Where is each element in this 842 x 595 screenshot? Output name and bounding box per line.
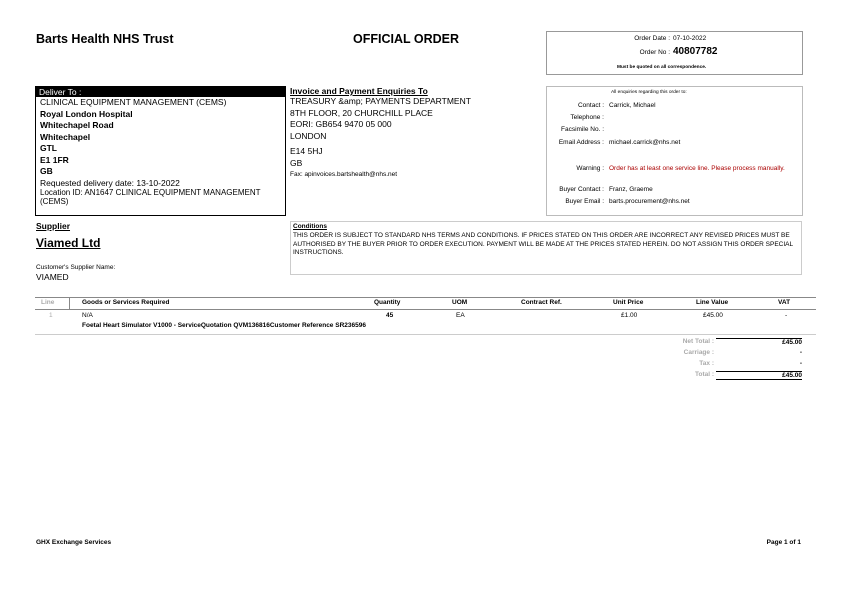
telephone-label: Telephone : — [570, 114, 604, 121]
col-quantity: Quantity — [374, 299, 401, 306]
conditions-box — [290, 221, 802, 275]
requested-delivery-date: Requested delivery date: 13-10-2022 — [40, 177, 180, 188]
carriage-label: Carriage : — [683, 349, 714, 356]
col-uom: UOM — [452, 299, 468, 306]
order-note: Must be quoted on all correspondence. — [617, 65, 707, 70]
invoice-fax: Fax: apinvoices.bartshealth@nhs.net — [290, 171, 398, 178]
deliver-line: CLINICAL EQUIPMENT MANAGEMENT (CEMS) — [40, 97, 227, 107]
contact-label: Contact : — [577, 102, 604, 109]
buyer-contact-label: Buyer Contact : — [559, 186, 604, 193]
tax: - — [799, 360, 802, 367]
footer-left: GHX Exchange Services — [36, 539, 112, 546]
page-number: Page 1 of 1 — [766, 539, 801, 546]
deliver-line: Royal London Hospital — [40, 108, 133, 119]
deliver-line: GB — [40, 166, 53, 176]
deliver-to-label: Deliver To : — [36, 87, 285, 97]
contact-box — [546, 86, 803, 216]
row-code: N/A — [82, 312, 93, 319]
invoice-label: Invoice and Payment Enquiries To — [290, 86, 428, 96]
buyer-contact: Franz, Graeme — [609, 186, 653, 193]
document-title: OFFICIAL ORDER — [353, 32, 460, 46]
row-vat: - — [785, 312, 788, 319]
deliver-line: E1 1FR — [40, 154, 69, 165]
invoice-line: LONDON — [290, 130, 327, 141]
invoice-line: GB — [290, 157, 303, 168]
col-goods: Goods or Services Required — [82, 299, 170, 306]
order-info-box — [546, 31, 803, 75]
buyer-email: barts.procurement@nhs.net — [609, 198, 690, 205]
buyer-email-label: Buyer Email : — [565, 198, 604, 205]
order-lines-table — [35, 297, 816, 335]
contact-email: michael.carrick@nhs.net — [609, 139, 681, 146]
email-label: Email Address : — [558, 139, 604, 146]
deliver-to-box — [35, 86, 286, 216]
conditions-text: THIS ORDER IS SUBJECT TO STANDARD NHS TERMS AND CONDITIONS. IF PRICES STATED ON THIS ORDER ARE INCORRECT ANY REVISED PRICES MUST BE AUTHORISED BY THE BUYER PRIOR TO ORDER EXECUTION. PAYMENT WILL BE MADE AT THE PRICES STATED HEREIN. DO NOT ASSIGN THIS ORDER SPECIAL INSTRUCTIONS. — [293, 232, 793, 256]
row-quantity: 45 — [386, 312, 394, 319]
deliver-line: Whitechapel Road — [40, 120, 114, 130]
supplier-label: Supplier — [36, 221, 71, 231]
customer-supplier-label: Customer's Supplier Name: — [36, 264, 116, 271]
location-id: Location ID: AN1647 CLINICAL EQUIPMENT MANAGEMENT (CEMS) — [40, 188, 261, 206]
col-vat: VAT — [778, 299, 791, 306]
table-header — [35, 297, 816, 310]
customer-supplier-value: VIAMED — [36, 272, 69, 282]
row-unit-price: £1.00 — [621, 312, 638, 319]
col-contract-ref: Contract Ref. — [521, 299, 562, 306]
warning-text: Order has at least one service line. Please process manually. — [609, 165, 785, 172]
net-total-label: Net Total : — [682, 338, 714, 345]
col-line: Line — [41, 299, 55, 306]
invoice-enquiries — [290, 86, 546, 214]
organisation-name: Barts Health NHS Trust — [36, 32, 174, 46]
order-no-label: Order No : — [639, 49, 670, 56]
supplier-name: Viamed Ltd — [36, 236, 101, 250]
total-label: Total : — [694, 371, 714, 378]
invoice-line: EORI: GB654 9470 05 000 — [290, 119, 392, 129]
row-uom: EA — [456, 312, 465, 319]
warning-label: Warning : — [576, 165, 604, 172]
deliver-line: Whitechapel — [40, 131, 91, 142]
order-date-label: Order Date : — [634, 35, 670, 42]
total: £45.00 — [716, 371, 802, 380]
row-description: Foetal Heart Simulator V1000 - ServiceQuotation QVM136816Customer Reference SR236596 — [82, 322, 366, 329]
net-total: £45.00 — [716, 338, 802, 346]
totals — [650, 338, 802, 382]
row-line: 1 — [49, 312, 53, 319]
invoice-line: TREASURY &amp; PAYMENTS DEPARTMENT — [290, 96, 471, 106]
order-no: 40807782 — [673, 46, 718, 57]
contact-name: Carrick, Michael — [609, 102, 656, 109]
col-line-value: Line Value — [696, 299, 729, 306]
table-row — [35, 310, 816, 335]
tax-label: Tax : — [699, 360, 714, 367]
carriage: - — [799, 349, 802, 356]
order-date: 07-10-2022 — [673, 35, 707, 42]
invoice-line: E14 5HJ — [290, 146, 323, 156]
deliver-line: GTL — [40, 143, 57, 153]
facsimile-label: Facsimile No. : — [561, 126, 604, 133]
conditions-label: Conditions — [293, 223, 327, 230]
col-unit-price: Unit Price — [613, 299, 644, 306]
invoice-line: 8TH FLOOR, 20 CHURCHILL PLACE — [290, 107, 433, 118]
contact-intro: All enquiries regarding this order to: — [611, 90, 687, 95]
row-line-value: £45.00 — [703, 312, 723, 319]
